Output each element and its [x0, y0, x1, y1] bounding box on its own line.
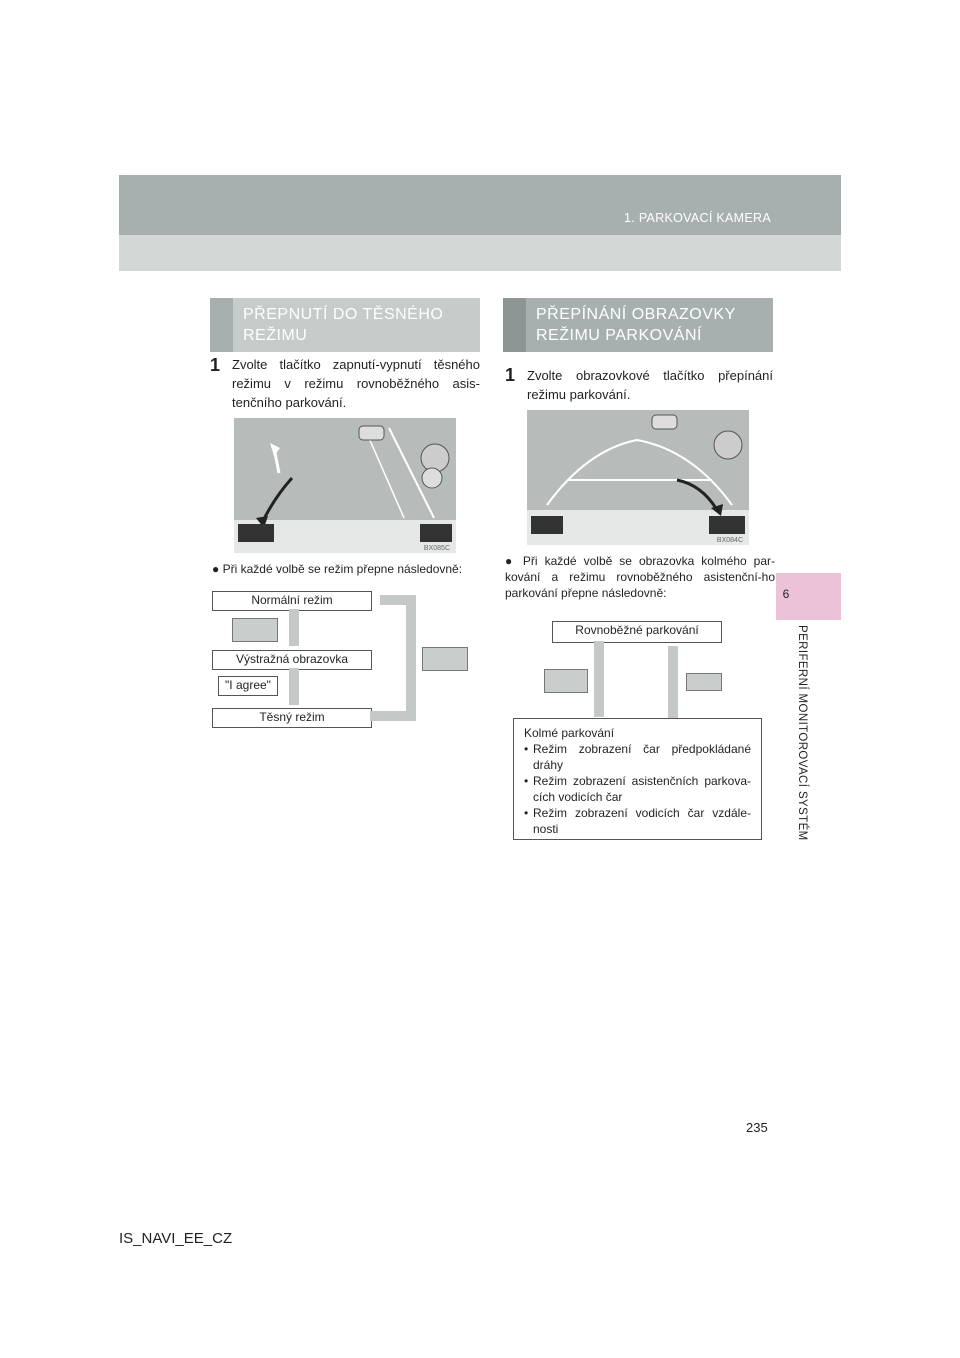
header-subband — [119, 235, 841, 271]
right-image-code: BX084C — [716, 537, 743, 544]
camera-view-illustration — [234, 418, 456, 553]
chapter-number: 6 — [782, 587, 790, 601]
right-section-heading — [503, 298, 773, 352]
mode-item: • Režim zobrazení vodicích čar vzdále-nosti — [524, 806, 751, 836]
left-heading-text: PŘEPNUTÍ DO TĚSNÉHO REŽIMU — [243, 306, 444, 344]
flow-i-agree: "I agree" — [218, 676, 278, 696]
close-mode-toggle-icon-2 — [422, 647, 468, 671]
left-step-number: 1 — [210, 355, 221, 375]
flow-arrow-down-parallel — [594, 641, 604, 717]
flow-parallel-parking: Rovnoběžné parkování — [552, 621, 722, 643]
left-bullet-text: Při každé volbě se režim přepne následovně: — [222, 562, 463, 576]
right-heading-text: PŘEPÍNÁNÍ OBRAZOVKY REŽIMU PARKOVÁNÍ — [536, 306, 736, 344]
header-band — [119, 175, 841, 235]
right-camera-screenshot — [527, 410, 749, 545]
chapter-tab — [776, 573, 841, 620]
flow-return-line-top — [380, 595, 416, 605]
parallel-mode-icon — [544, 669, 588, 693]
left-camera-screenshot — [234, 418, 456, 553]
flow-arrow-down-2 — [289, 668, 299, 705]
perpendicular-parking-box — [513, 718, 762, 840]
flow-return-line-vertical — [406, 595, 416, 721]
perpendicular-mode-icon — [686, 673, 722, 691]
document-code: IS_NAVI_EE_CZ — [119, 1230, 233, 1247]
flow-warning-screen: Výstražná obrazovka — [212, 650, 372, 670]
page-number: 235 — [746, 1120, 768, 1135]
perpendicular-title: Kolmé parkování — [524, 726, 615, 740]
right-step-number: 1 — [505, 365, 516, 385]
camera-view-illustration-2 — [527, 410, 749, 545]
flow-arrow-up-parallel — [668, 646, 678, 718]
right-bullet — [505, 553, 775, 601]
left-section-heading — [210, 298, 480, 352]
close-mode-toggle-icon — [232, 618, 278, 642]
right-bullet-text: Při každé volbě se obrazovka kolmého par-kování a režimu rovnoběžného asistenční-ho parkování přepne následovně: — [505, 554, 775, 600]
left-bullet — [212, 561, 484, 577]
bullet-dot-icon: ● — [212, 562, 220, 576]
bullet-dot-icon: ● — [505, 554, 516, 568]
flow-normal-mode: Normální režim — [212, 591, 372, 611]
right-step-text: Zvolte obrazovkové tlačítko přepínání režimu parkování. — [527, 368, 773, 402]
mode-item: • Režim zobrazení čar předpokládané dráhy — [524, 742, 751, 772]
left-image-code: BX085C — [423, 545, 450, 552]
left-step-text: Zvolte tlačítko zapnutí-vypnutí těsného režimu v režimu rovnoběžného asis-tenčního parkování. — [232, 357, 480, 410]
mode-item: • Režim zobrazení asistenčních parkova-cích vodicích čar — [524, 774, 751, 804]
flow-arrow-down-1 — [289, 609, 299, 646]
section-title: 1. PARKOVACÍ KAMERA — [624, 211, 771, 225]
chapter-vertical-label: PERIFERNÍ MONITOROVACÍ SYSTÉM — [796, 625, 808, 841]
flow-close-mode: Těsný režim — [212, 708, 372, 728]
